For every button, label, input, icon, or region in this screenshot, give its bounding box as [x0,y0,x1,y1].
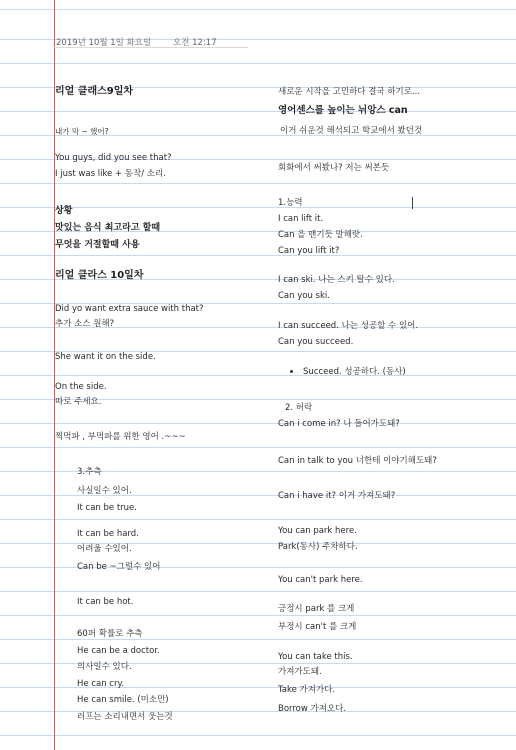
note-line: Can i come in? 나 들어가도돼? [278,419,400,429]
note-line: 어려울 수있어. [77,544,132,554]
subheading: 3.추측 [77,467,102,477]
note-line: Borrow 가져오다. [278,704,347,714]
note-line: It can be hot. [77,597,134,607]
note-line: Take 가져가다. [278,685,336,695]
note-line: You can park here. [278,526,357,536]
note-line: 부정시 can't 를 크게 [278,622,357,632]
red-margin-line [54,0,55,750]
heading-day10: 리얼 클라스 10일차 [55,270,144,281]
note-line: I just was like + 동작/ 소리. [55,169,166,179]
heading-day9: 리얼 클래스9일차 [55,86,134,97]
note-line: 가져가도돼. [278,667,322,677]
bullet-icon [290,370,293,373]
note-line: It can be hard. [77,529,139,539]
note-line: I can ski. 나는 스키 탈수 있다. [278,275,395,285]
note-line: 의사일수 있다. [77,662,132,672]
note-line: On the side. [55,382,107,392]
subheading: 60퍼 확률로 추측 [77,629,143,639]
heading-can-nuance: 영어센스를 높이는 뉘앙스 can [278,105,408,116]
note-line: Can 을 맨기듯 말해랏. [278,230,363,240]
note-line: You can't park here. [278,575,363,585]
note-line: 내가 막 ~ 했어? [55,127,109,136]
note-line: Can in talk to you 너한테 이야기해도돼? [278,456,437,466]
note-line: You guys, did you see that? [55,153,172,163]
text-cursor [412,197,413,209]
note-line: 이거 쉬운것 해석되고 학교에서 봤던것 [280,126,423,136]
note-line: Park(동사) 주차하다. [278,542,358,552]
note-date: 2019년 10월 1일 화요일 [56,38,152,48]
note-line: He can smile. (미소만) [77,695,169,705]
note-line: I can lift it. [278,214,324,224]
note-line: I can succeed. 나는 성공할 수 있어. [278,321,419,331]
note-line: 새로운 시작을 고민하다 결국 하기로... [278,87,421,97]
note-line: Can i have it? 이거 가져도돼? [278,491,396,501]
note-line: It can be true. [77,503,137,513]
note-line: 무엇을 거절할때 사용 [55,240,140,250]
note-line: 회화에서 써봤나? 저는 써본듯 [278,163,390,173]
note-time: 오전 12:17 [173,38,217,48]
subheading: 2. 허락 [285,403,313,413]
note-line: He can be a doctor. [77,646,160,656]
note-line: She want it on the side. [55,352,156,362]
note-line: 맛있는 음식 최고라고 할때 [55,223,161,233]
note-line: 사실일수 있어. [77,486,132,496]
bullet-text: Succeed. 성공하다. (동사) [303,367,406,377]
subheading: 상황 [55,206,73,216]
note-line: 따로 주세요. [55,397,102,407]
note-line: 긍정시 park 를 크게 [278,604,355,614]
note-line: Can be ~그럴수 있어 [77,562,161,572]
subheading: 1.능력 [278,198,303,208]
note-line: 추가 소스 원해? [55,319,115,329]
note-line: 찍먹파 , 부먹파를 위한 영어 .~~~ [55,432,186,442]
note-line: You can take this. [278,652,353,662]
bullet-item [290,366,406,378]
note-line: Can you lift it? [278,246,340,256]
note-line: Can you succeed. [278,337,354,347]
note-line: He can cry. [77,679,124,689]
note-line: Can you ski. [278,291,330,301]
note-line: Did yo want extra sauce with that? [55,304,204,314]
note-line: 러프는 소리내면서 웃는것 [77,712,173,722]
